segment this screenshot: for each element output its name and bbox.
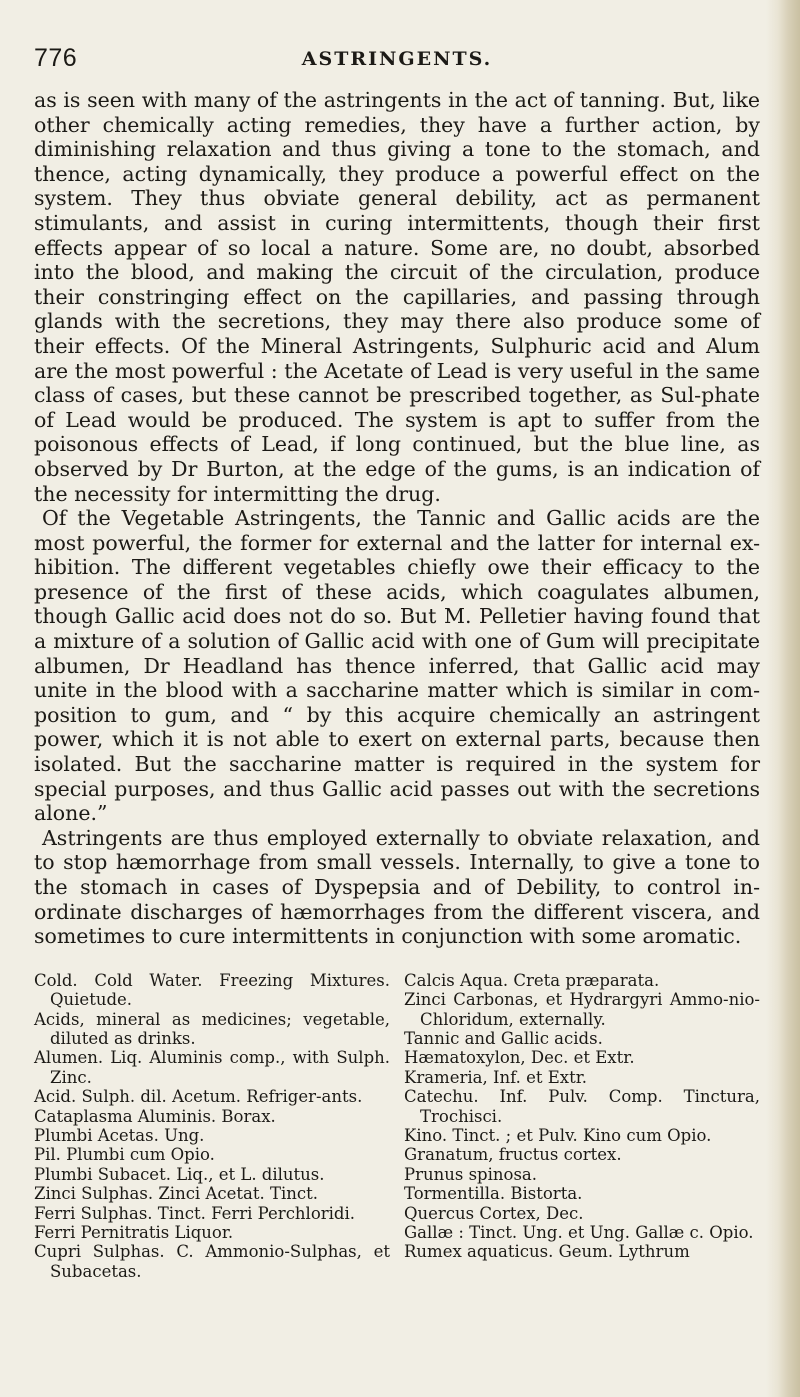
list-item: Prunus spinosa. [404,1164,537,1184]
list-item: Ferri Sulphas. Tinct. Ferri Perchloridi. [34,1203,356,1223]
list-item: Cold. Cold Water. Freezing Mixtures. Quietude. [34,970,390,1010]
running-title: ASTRINGENTS. [301,48,493,70]
body-paragraph-3: Astringents are thus employed externally to obviate relaxation, and to stop hæmorrhage from small vessels. Internally, to give a tone to the stomach in cases of Dyspepsia and of Debility, to control in-ordinate discharges of hæmorrhages from the different viscera, and sometimes to cure intermittents in conjunction with some aromatic. [34,825,760,949]
list-item: Zinci Sulphas. Zinci Acetat. Tinct. [34,1184,318,1204]
body-paragraph-1: as is seen with many of the astringents in the act of tanning. But, like other chemically acting remedies, they have a further action, by diminishing relaxation and thus giving a tone to the stomach, and thence, acting dynamically, they produce a powerful effect on the system. They thus obviate general debility, act as permanent stimulants, and assist in curing intermittents, though their first effects appear of so local a nature. Some are, no doubt, absorbed into the blood, and making the circuit of the circulation, produce their constringing effect on the capillaries, and passing through glands with the secretions, they may there also produce some of their effects. Of the Mineral Astringents, Sulphuric acid and Alum are the most powerful : the Acetate of Lead is very useful in the same class of cases, but these cannot be prescribed together, as Sul-phate of Lead would be produced. The system is apt to suffer from the poisonous effects of Lead, if long continued, but the blue line, as observed by Dr Burton, at the edge of the gums, is an indication of the necessity for intermitting the drug. [34,88,760,506]
list-item: Alumen. Liq. Aluminis comp., with Sulph. Zinc. [34,1048,390,1087]
list-item: Hæmatoxylon, Dec. et Extr. [404,1048,635,1068]
remedy-list-right [404,971,760,1282]
page-edge-shadow [766,0,800,1397]
page-number: 776 [34,44,78,72]
list-item: Gallæ : Tinct. Ung. et Ung. Gallæ c. Opio. [404,1223,754,1243]
list-item: Quercus Cortex, Dec. [404,1203,584,1223]
list-item: Rumex aquaticus. Geum. Lythrum [404,1242,690,1262]
list-item: Acids, mineral as medicines; vegetable, diluted as drinks. [34,1009,390,1048]
list-item: Catechu. Inf. Pulv. Comp. Tinctura, Trochisci. [404,1087,760,1126]
list-item: Plumbi Acetas. Ung. [34,1126,205,1146]
list-item: Cataplasma Aluminis. Borax. [34,1106,276,1126]
list-item: Krameria, Inf. et Extr. [404,1067,588,1087]
body-paragraph-2: Of the Vegetable Astringents, the Tannic and Gallic acids are the most powerful, the former for external and the latter for internal ex-hibition. The different vegetables chiefly owe their efficacy to the presence of the first of these acids, which coagulates albumen, though Gallic acid does not do so. But M. Pelletier having found that a mixture of a solution of Gallic acid with one of Gum will precipitate albumen, Dr Headland has thence inferred, that Gallic acid may unite in the blood with a saccharine matter which is similar in com-position to gum, and “ by this acquire chemically an astringent power, which it is not able to exert on external parts, because then isolated. But the saccharine matter is required in the system for special purposes, and thus Gallic acid passes out with the secretions alone.” [34,506,760,826]
list-item: Granatum, fructus cortex. [404,1145,622,1165]
list-item: Acid. Sulph. dil. Acetum. Refriger-ants. [34,1087,363,1107]
list-item: Calcis Aqua. Creta præparata. [404,970,660,990]
list-item: Tormentilla. Bistorta. [404,1184,583,1204]
remedy-list-left [34,971,390,1282]
list-item: Tannic and Gallic acids. [404,1029,603,1048]
remedy-list [34,971,760,1282]
page-header [34,44,760,78]
list-item: Kino. Tinct. ; et Pulv. Kino cum Opio. [404,1126,712,1146]
list-item: Plumbi Subacet. Liq., et L. dilutus. [34,1164,325,1184]
list-item: Pil. Plumbi cum Opio. [34,1145,215,1165]
list-item: Ferri Pernitratis Liquor. [34,1223,234,1243]
list-item: Cupri Sulphas. C. Ammonio-Sulphas, et Subacetas. [34,1242,390,1281]
book-page [34,44,760,1281]
list-item: Zinci Carbonas, et Hydrargyri Ammo-nio-Chloridum, externally. [404,990,760,1029]
